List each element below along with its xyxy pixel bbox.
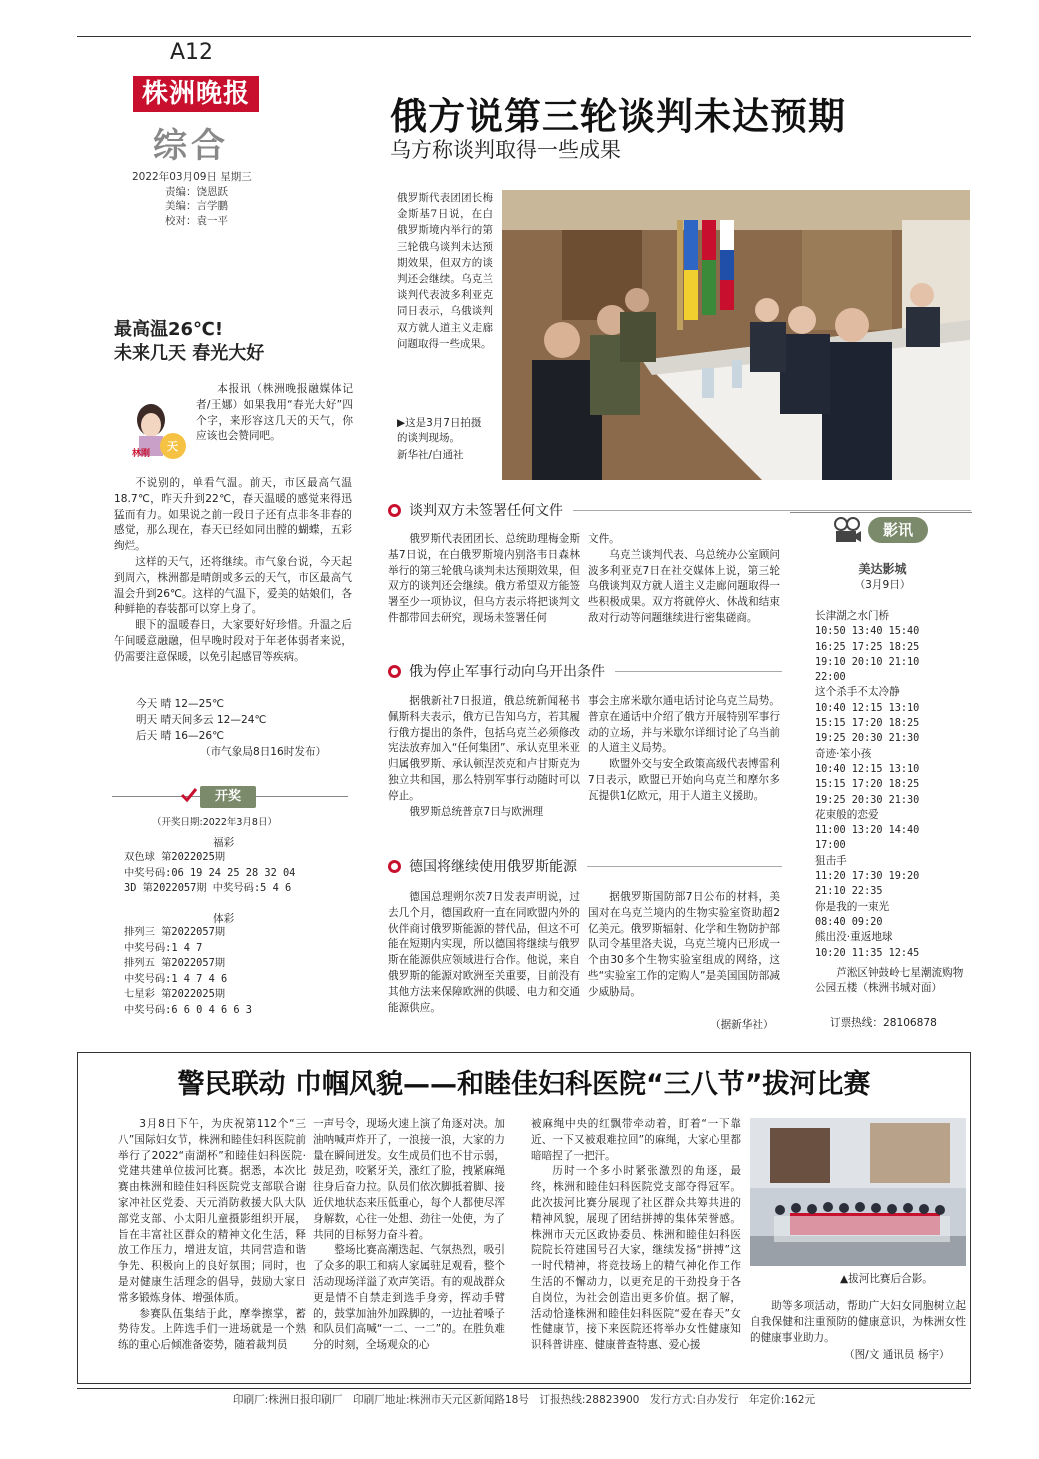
lottery-date: （开奖日期:2022年3月8日） xyxy=(152,817,277,828)
film-title: 你是我的一束光 xyxy=(815,900,890,913)
section1-right-text: 文件。 乌克兰谈判代表、乌总统办公室顾问波多利亚克7日在社交媒体上说，第三轮乌俄谈判双方就人道主义走廊问题取得一些积极成果。双方将就停火、休战和结束敌对行动等问题继续进行密集磋商。 xyxy=(588,533,780,624)
film-showtimes: 19:25 20:30 21:30 xyxy=(815,794,920,806)
weather-body: 不说别的，单看气温。前天，市区最高气温18.7℃，昨天升到22℃，春天温暖的感觉来得迅猛而有力。如果说之前一段日子还有点非冬非春的感觉，那么现在，春天已经如同出膛的蝴蝶，五彩绚烂。 这样的天气，还将继续。市气象台说，今天起到周六，株洲都是晴朗或多云的天气，市区最高气温会升到26℃。这样的气温下，爱美的姑娘们，各种鲜艳的春装都可以穿上身了。 眼下的温暖春日，大家要好好珍惜。升温之后午间暖意融融，但早晚时段对于年老体弱者来说，仍需要注意保暖，以免引起感冒等疾病。 xyxy=(114,477,352,663)
film-showtimes: 10:40 12:15 13:10 xyxy=(815,763,920,775)
film-list xyxy=(815,609,967,961)
tug-of-war-group-photo xyxy=(750,1118,966,1266)
main-headline: 俄方说第三轮谈判未达预期 xyxy=(390,95,846,138)
film-title: 长津湖之水门桥 xyxy=(815,610,890,622)
film-title: 花束般的恋爱 xyxy=(815,808,879,821)
logo-glyph: 天 xyxy=(167,440,178,453)
advertorial-col1: 3月8日下午，为庆祝第112个“三八”国际妇女节，株洲和睦佳妇科医院前举行了2022“南湖杯”和睦佳妇科医院·党建共建单位拔河比赛。据悉，本次比赛由株洲和睦佳妇科医院党支部联合谢家冲社区党委、天元消防救援大队大队部党支部、小太阳儿童摄影组织开展，旨在丰富社区群众的精神文化生活，释放工作压力，增进友谊，共同营造和谐争先、积极向上的良好氛围；同时，也是对健康生活理念的倡导，鼓励大家日常多锻炼身体、增强体质。 参赛队伍集结于此，摩拳擦掌，蓄势待发。上阵选手们一进场就是一个熟练的重心后倾准备姿势，随着裁判员 xyxy=(118,1118,306,1352)
paper-logo: 株洲晚报 xyxy=(133,76,259,112)
weather-forecast: 今天 晴 12—25℃ 明天 晴天间多云 12—24℃ 后天 晴 16—26℃ xyxy=(136,698,267,742)
cinema-date: （3月9日） xyxy=(854,579,911,591)
checkmark-icon xyxy=(180,786,198,804)
page-number: A12 xyxy=(170,40,214,65)
ticai-title: 体彩 xyxy=(213,913,235,925)
film-showtimes: 19:10 20:10 21:10 xyxy=(815,656,920,668)
film-showtimes: 16:25 17:25 18:25 xyxy=(815,641,920,653)
section-heading-2: 俄为停止军事行动向乌开出条件 xyxy=(388,661,782,681)
film-showtimes: 15:15 17:20 18:25 xyxy=(815,718,920,730)
weather-source: （市气象局8日16时发布） xyxy=(200,746,327,758)
group-photo-caption: ▲拔河比赛后合影。 xyxy=(840,1273,933,1285)
film-showtimes: 10:20 11:35 12:45 xyxy=(815,947,920,959)
weather-columnist-logo xyxy=(113,398,193,470)
film-showtimes: 19:25 20:30 21:30 xyxy=(815,733,920,745)
photo-lead-caption: 俄罗斯代表团团长梅金斯基7日说，在白俄罗斯境内举行的第三轮俄乌谈判未达预期效果，但双方的谈判还会继续。乌克兰谈判代表波多利亚克同日表示，乌俄谈判双方就人道主义走廊问题取得一些成果。 xyxy=(397,192,493,350)
weather-headline: 最高温26℃! 未来几天 春光大好 xyxy=(114,319,265,364)
advertorial-col2: 一声号令，现场火速上演了角逐对决。加油呐喊声炸开了，一浪接一浪，大家的力量在瞬间迸发。女生成员们也不甘示弱，鼓足劲，咬紧牙关，涨红了脸，拽紧麻绳往身后奋力拉。队员们依次脚抵着脚、接近伏地状态来压低重心，每个人都使尽浑身解数，心往一处想、劲往一处使，为了共同的目标努力奋斗着。 整场比赛高潮迭起、气氛热烈，吸引了众多的职工和病人家属驻足观看，整个活动现场洋溢了欢声笑语。有的观战群众更是情不自禁走到选手身旁，挥动手臂的，鼓掌加油外加跺脚的，一边扯着嗓子和队员们高喊“一二、一二”的。在胜负难分的时刻，全场观众的心 xyxy=(313,1118,505,1352)
header-meta: 2022年03月09日 星期三 责编：饶恩跃 美编：言学鹏 校对：袁一平 xyxy=(132,171,252,227)
top-rule xyxy=(77,36,971,37)
negotiation-photo xyxy=(502,190,970,480)
footer-rule xyxy=(77,1388,971,1389)
advertorial-title: 警民联动 巾帼风貌——和睦佳妇科医院“三八节”拔河比赛 xyxy=(177,1069,871,1100)
film-title: 狙击手 xyxy=(815,854,847,867)
section3-left-text: 德国总理朔尔茨7日发表声明说，过去几个月，德国政府一直在同欧盟内外的伙伴商讨俄罗斯能源的替代品，但这不可能在短期内实现，所以德国将继续与俄罗斯在能源供应领域进行合作。他说，来自俄罗斯的能源对欧洲至关重要，目前没有其他方法来保障欧洲的供暖、电力和交通能源供应。 xyxy=(388,891,580,1014)
film-title: 这个杀手不太冷静 xyxy=(815,686,900,699)
photo-caption: ▶这是3月7日拍摄的谈判现场。 新华社/白通社 xyxy=(397,417,482,461)
cinema-box xyxy=(790,512,972,539)
section1-left-text: 俄罗斯代表团团长、总统助理梅金斯基7日说，在白俄罗斯境内别洛韦日森林举行的第三轮俄乌谈判未达预期效果，但双方的谈判还会继续。俄方希望双方能签署至少一项协议，但乌方表示将把谈判文件都带回去研究，现场未签署任何 xyxy=(388,533,580,624)
fucai-results: 双色球 第2022025期 中奖号码:06 19 24 25 28 32 04 3D 第2022057期 中奖号码:5 4 6 xyxy=(124,851,296,895)
film-showtimes: 10:50 13:40 15:40 xyxy=(815,626,920,638)
main-subheadline: 乌方称谈判取得一些成果 xyxy=(390,138,621,162)
section-heading-3: 德国将继续使用俄罗斯能源 xyxy=(388,856,782,876)
film-title: 熊出没·重返地球 xyxy=(815,931,893,944)
film-showtimes: 11:00 13:20 14:40 xyxy=(815,825,920,837)
section3-source: （据新华社） xyxy=(710,1019,774,1031)
film-showtimes: 11:20 17:30 19:20 xyxy=(815,871,920,883)
section2-left-text: 据俄新社7日报道，俄总统新闻秘书佩斯科夫表示，俄方已告知乌方，若其履行俄方提出的条件，包括乌克兰必须修改宪法放弃加入“任何集团”、承认克里米亚归属俄罗斯、承认顿涅茨克和卢甘斯克为独立共和国，那么特别军事行动随时可以停止。 俄罗斯总统普京7日与欧洲理 xyxy=(388,695,580,818)
advertorial-credit: （图/文 通讯员 杨宇） xyxy=(844,1349,950,1361)
film-showtimes: 17:00 xyxy=(815,840,846,852)
section3-right-text: 据俄罗斯国防部7日公布的材料，美国对在乌克兰境内的生物实验室资助超2亿美元。俄罗斯辐射、化学和生物防护部队司令基里洛夫说，乌克兰境内已形成一个由30多个生物实验室组成的网络，这些“实验室工作的定购人”是美国国防部减少威胁局。 xyxy=(588,891,780,998)
film-showtimes: 08:40 09:20 xyxy=(815,916,883,928)
cinema-address: 芦淞区钟鼓岭七星潮流购物公园五楼（株洲书城对面） xyxy=(815,967,964,995)
section-heading-1: 谈判双方未签署任何文件 xyxy=(388,500,971,520)
film-showtimes: 10:40 12:15 13:10 xyxy=(815,702,920,714)
film-projector-icon xyxy=(832,516,862,546)
advertorial-col4: 助等多项活动，帮助广大妇女同胞树立起自我保健和注重预防的健康意识，为株洲女性的健康事业助力。 xyxy=(750,1300,966,1344)
lottery-label: 开奖 xyxy=(200,786,256,808)
advertorial-col3: 被麻绳中央的红飘带牵动着，盯着“一下靠近、一下又被艰难拉回”的麻绳，大家心里都暗暗捏了一把汗。 历时一个多小时紧张激烈的角逐，最终，株洲和睦佳妇科医院党支部夺得冠军。此次拔河比赛分展现了社区群众共筹共进的精神风貌，展现了团结拼搏的集体荣誉感。株洲市天元区政协委员、株洲和睦佳妇科医院院长符建国号召大家，继续发扬“拼搏”这一时代精神，将竞技场上的精气神化作工作生活的不懈动力，以更充足的干劲投身于各自岗位，为社会创造出更多价值。据了解，活动恰逢株洲和睦佳妇科医院“爱在春天”女性健康节，接下来医院还将举办女性健康知识科普讲座、健康普查特惠、爱心援 xyxy=(531,1118,741,1352)
film-showtimes: 22:00 xyxy=(815,672,846,684)
fucai-title: 福彩 xyxy=(213,837,235,849)
film-showtimes: 21:10 22:35 xyxy=(815,886,883,898)
cinema-label: 影讯 xyxy=(868,517,928,543)
film-title: 奇迹·笨小孩 xyxy=(815,747,872,760)
footer-imprint: 印刷厂:株洲日报印刷厂 印刷厂地址:株洲市天元区新闻路18号 订报热线:28823900 发行方式:自办发行 年定价:162元 xyxy=(232,1394,816,1406)
weather-intro: 本报讯（株洲晚报融媒体记者/王娜）如果我用“春光大好”四个字，来形容这几天的天气，你应该也会赞同吧。 xyxy=(196,383,353,443)
film-showtimes: 15:15 17:20 18:25 xyxy=(815,779,920,791)
section-name: 综合 xyxy=(153,126,229,166)
cinema-name: 美达影城 xyxy=(858,562,907,576)
logo-label: 林刚 xyxy=(132,449,151,459)
section2-right-text: 事会主席米歇尔通电话讨论乌克兰局势。普京在通话中介绍了俄方开展特别军事行动的立场，并与米歇尔详细讨论了乌当前的人道主义局势。 欧盟外交与安全政策高级代表博雷利7日表示，欧盟已开始向乌克兰和摩尔多瓦提供1亿欧元，用于人道主义援助。 xyxy=(588,695,780,802)
cinema-hotline: 订票热线：28106878 xyxy=(830,1017,937,1029)
ticai-results: 排列三 第2022057期 中奖号码:1 4 7 排列五 第2022057期 中奖号码:1 4 7 4 6 七星彩 第2022025期 中奖号码:6 6 0 4 6 6 3 xyxy=(124,926,252,1016)
